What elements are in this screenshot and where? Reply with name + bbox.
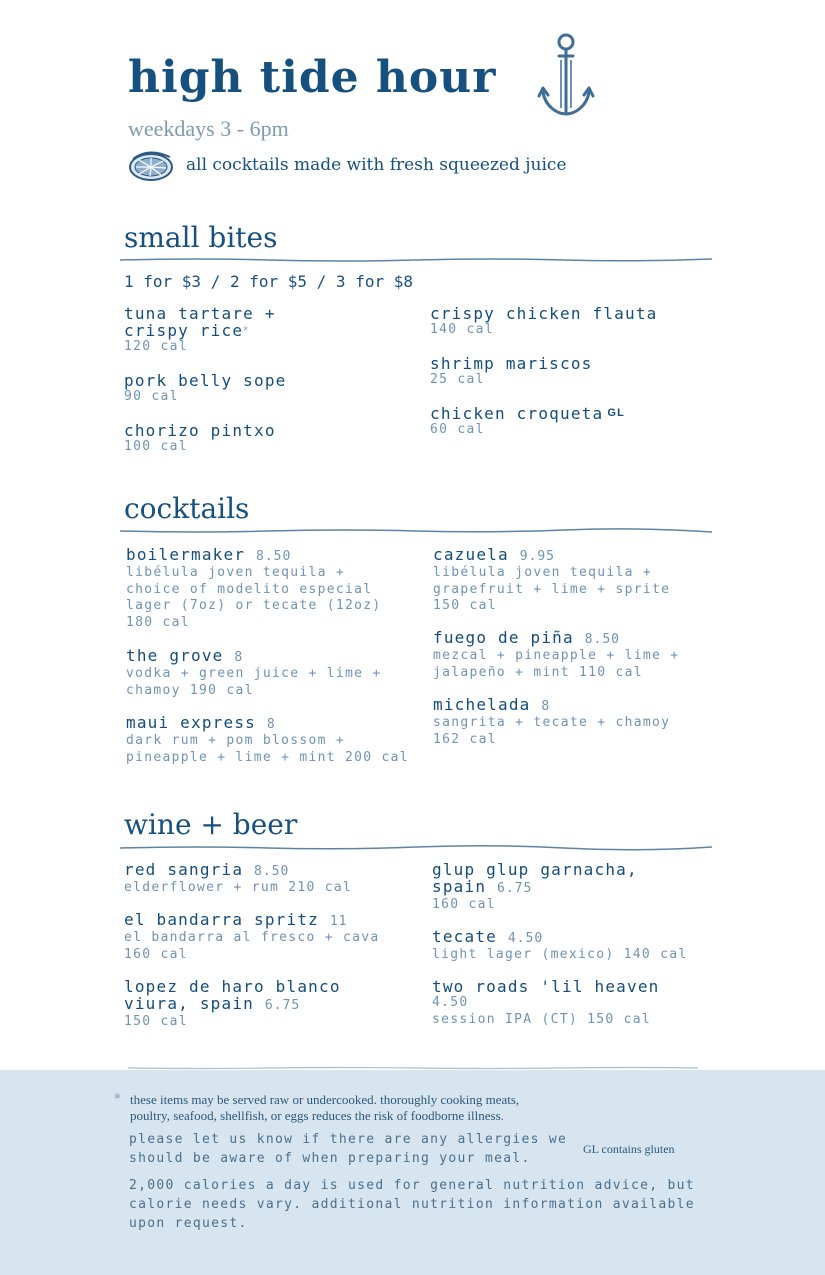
item-name: red sangria: [124, 860, 244, 879]
raw-asterisk: *: [114, 1092, 121, 1107]
item-calories: 140 cal: [430, 322, 494, 337]
item-description: libélula joven tequila + choice of modelito especial lager (7oz) or tecate (12oz) 180 cal: [126, 565, 382, 630]
item-name: tecate: [432, 927, 497, 946]
item-price: 6.75: [497, 881, 533, 896]
item-calories: 25 cal: [430, 372, 485, 387]
section-divider: [120, 527, 712, 535]
item-name: fuego de piña: [433, 628, 574, 647]
lime-slice-icon: [128, 149, 174, 183]
fresh-juice-tagline: all cocktails made with fresh squeezed juice: [186, 155, 567, 175]
item-name: crispy chicken flauta: [430, 304, 658, 323]
menu-item: [430, 355, 593, 389]
item-name: cazuela: [433, 545, 509, 564]
item-price: 9.95: [519, 549, 555, 564]
item-name: el bandarra spritz: [124, 910, 319, 929]
item-description: 160 cal: [432, 897, 496, 912]
menu-item: [432, 861, 638, 914]
item-name: pork belly sope: [124, 371, 287, 390]
menu-item: [430, 305, 658, 339]
item-description: el bandarra al fresco + cava 160 cal: [124, 930, 380, 962]
menu-item: [430, 405, 625, 439]
small-bites-pricing: 1 for $3 / 2 for $5 / 3 for $8: [124, 272, 413, 291]
item-name: viura, spain: [124, 994, 254, 1013]
menu-item: [433, 629, 679, 681]
item-price: 8.50: [256, 549, 292, 564]
item-price: 11: [329, 914, 348, 929]
nutrition-notice: 2,000 calories a day is used for general nutrition advice, but calorie needs vary. additional nutrition information available upon request.: [129, 1178, 695, 1231]
item-description: elderflower + rum 210 cal: [124, 880, 353, 895]
allergy-notice: please let us know if there are any allergies we should be aware of when preparing your meal.: [129, 1132, 568, 1166]
item-name: chicken croqueta $^{GL}$: [430, 404, 626, 423]
page-title: high tide hour: [128, 52, 497, 103]
item-description: libélula joven tequila + grapefruit + lime + sprite 150 cal: [433, 565, 671, 613]
gluten-badge: GL: [607, 407, 626, 419]
menu-item: [432, 928, 688, 964]
gluten-key: GL contains gluten: [583, 1142, 675, 1156]
item-name: glup glup garnacha,: [432, 860, 638, 879]
section-divider: [120, 256, 712, 264]
menu-item: [124, 861, 352, 897]
item-name: lopez de haro blanco: [124, 977, 341, 996]
item-price: 8: [541, 699, 551, 714]
hours-subtitle: weekdays 3 - 6pm: [128, 116, 289, 141]
item-name: spain: [432, 877, 487, 896]
item-description: light lager (mexico) 140 cal: [432, 947, 688, 962]
item-name: shrimp mariscos: [430, 354, 593, 373]
item-price-description: 4.50 session IPA (CT) 150 cal: [432, 995, 652, 1027]
menu-item: [124, 305, 276, 356]
menu-item: [433, 696, 670, 748]
item-price: 4.50: [507, 931, 544, 946]
item-price: 8: [266, 717, 276, 732]
item-name: the grove: [126, 646, 224, 665]
menu-item: [126, 714, 409, 766]
item-description: dark rum + pom blossom + pineapple + lime + mint 200 cal: [126, 733, 409, 765]
section-divider: [120, 843, 712, 851]
item-price: 8.50: [584, 632, 620, 647]
item-name: tuna tartare + crispy rice*: [124, 304, 276, 340]
item-name: maui express: [126, 713, 256, 732]
item-price: 8: [234, 650, 244, 665]
section-heading-wine-beer: wine + beer: [124, 808, 298, 841]
section-heading-small-bites: small bites: [124, 221, 278, 254]
raw-food-notice: these items may be served raw or undercooked. thoroughly cooking meats, poultry, seafood, shellfish, or eggs reduces the risk of foodborne illness.: [130, 1092, 520, 1123]
section-heading-cocktails: cocktails: [124, 492, 250, 525]
item-calories: 100 cal: [124, 439, 188, 454]
item-calories: 120 cal: [124, 339, 188, 354]
menu-item: [124, 422, 276, 456]
menu-item: [124, 372, 287, 406]
item-name: chorizo pintxo: [124, 421, 276, 440]
raw-asterisk: *: [243, 323, 250, 338]
item-description: vodka + green juice + lime + chamoy 190 cal: [126, 666, 382, 698]
item-name: michelada: [433, 695, 531, 714]
item-price: 6.75: [264, 998, 301, 1013]
menu-item: [124, 978, 341, 1031]
menu-item: [124, 911, 380, 963]
item-calories: 60 cal: [430, 422, 485, 437]
item-name: two roads 'lil heaven: [432, 977, 660, 996]
anchor-icon: [535, 30, 597, 120]
item-description: 150 cal: [124, 1014, 188, 1029]
menu-item: [433, 546, 670, 615]
menu-item: [126, 647, 382, 699]
item-price: 8.50: [254, 864, 290, 879]
item-description: sangrita + tecate + chamoy 162 cal: [433, 715, 671, 747]
menu-item: [126, 546, 382, 631]
footer-panel: [0, 1070, 825, 1275]
item-name: boilermaker: [126, 545, 246, 564]
menu-item: [432, 978, 660, 1028]
item-calories: 90 cal: [124, 389, 179, 404]
item-description: mezcal + pineapple + lime + jalapeño + mint 110 cal: [433, 648, 680, 680]
